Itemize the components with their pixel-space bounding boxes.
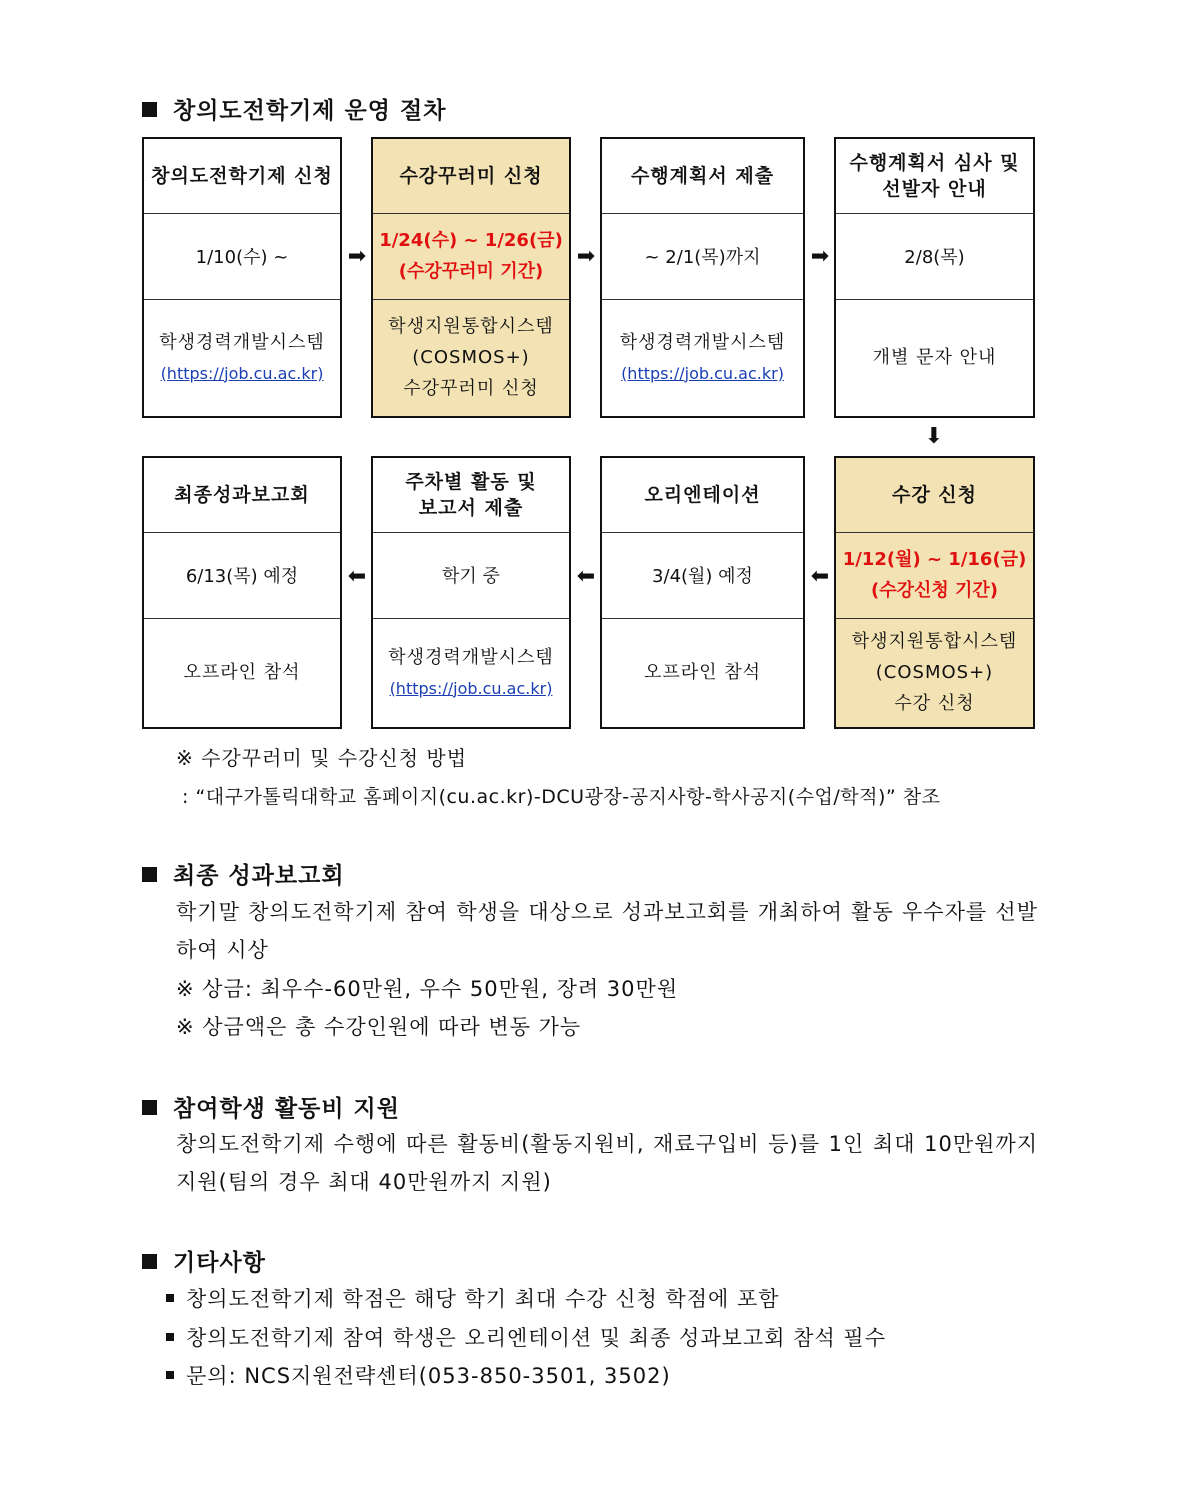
step-package-system: [373, 299, 569, 416]
step-review-head: [836, 139, 1033, 214]
section-title-text: 최종 성과보고회: [173, 863, 345, 889]
report-description: 학기말 창의도전학기제 참여 학생을 대상으로 성과보고회를 개최하여 활동 우수자를 선발하여 시상: [176, 900, 1038, 962]
etc-item-text: 창의도전학기제 학점은 해당 학기 최대 수강 신청 학점에 포함: [186, 1287, 780, 1311]
system-name: 학생경력개발시스템: [159, 331, 325, 353]
system-name: 학생지원통합시스템: [388, 316, 554, 337]
step-final-head: 최종성과보고회: [144, 458, 340, 533]
step-apply-system: [144, 299, 340, 416]
step-register-system: [836, 618, 1033, 727]
step-orientation-box: [600, 456, 805, 729]
step-orientation-system: 오프라인 참석: [643, 662, 762, 683]
step-apply-box: [142, 137, 342, 418]
step-register-head: 수강 신청: [836, 458, 1033, 533]
step-review-box: [834, 137, 1035, 418]
section-title-procedure: [142, 92, 446, 125]
arrow-right-icon: ➡: [347, 244, 367, 269]
step-final-box: [142, 456, 342, 729]
step-apply-date: 1/10(수) ~: [144, 213, 340, 300]
arrow-left-icon: ⬅: [810, 564, 830, 589]
step-weekly-system: [373, 618, 569, 727]
method-reference: : “대구가톨릭대학교 홈페이지(cu.ac.kr)-DCU광장-공지사항-학사공지(수업/학적)” 참조: [182, 786, 941, 808]
system-name: 학생경력개발시스템: [619, 331, 786, 353]
square-bullet-icon: [142, 1254, 157, 1269]
etc-item: [166, 1360, 671, 1390]
square-bullet-icon: [142, 1100, 157, 1115]
step-final-date: 6/13(목) 예정: [144, 532, 340, 619]
step-package-box: [371, 137, 571, 418]
register-period: 1/12(월) ~ 1/16(금): [842, 549, 1027, 570]
arrow-left-icon: ⬅: [347, 564, 367, 589]
section-title-text: 참여학생 활동비 지원: [173, 1096, 400, 1122]
step-weekly-head: [373, 458, 569, 533]
weekly-head-line1: 주차별 활동 및: [405, 471, 537, 493]
section-title-etc: [142, 1244, 266, 1277]
job-link[interactable]: (https://job.cu.ac.kr): [389, 678, 553, 698]
step-weekly-box: [371, 456, 571, 729]
job-link[interactable]: (https://job.cu.ac.kr): [160, 363, 324, 383]
package-period-label: (수강꾸러미 기간): [398, 261, 544, 282]
section-title-report: [142, 857, 345, 890]
step-register-box: [834, 456, 1035, 729]
arrow-right-icon: ➡: [576, 244, 596, 269]
bullet-icon: [166, 1371, 174, 1379]
report-prize: ※ 상금: 최우수-60만원, 우수 50만원, 장려 30만원: [176, 977, 679, 1001]
arrow-down-icon: ⬇: [924, 424, 944, 449]
step-register-date: [836, 532, 1033, 619]
bullet-icon: [166, 1294, 174, 1302]
etc-item-text: 문의: NCS지원전략센터(053-850-3501, 3502): [186, 1364, 671, 1388]
step-plan-date: ~ 2/1(목)까지: [602, 213, 803, 300]
system-name: 학생지원통합시스템: [851, 631, 1018, 652]
arrow-right-icon: ➡: [810, 244, 830, 269]
system-action: 수강 신청: [894, 693, 975, 714]
section-title-text: 기타사항: [173, 1250, 266, 1276]
report-prize-note: ※ 상금액은 총 수강인원에 따라 변동 가능: [176, 1015, 582, 1039]
step-package-date: [373, 213, 569, 300]
system-action: 수강꾸러미 신청: [403, 378, 539, 399]
step-review-date: 2/8(목): [836, 213, 1033, 300]
etc-item: [166, 1283, 780, 1313]
arrow-left-icon: ⬅: [576, 564, 596, 589]
square-bullet-icon: [142, 102, 157, 117]
step-final-system: 오프라인 참석: [183, 662, 301, 683]
step-package-head: 수강꾸러미 신청: [373, 139, 569, 214]
step-plan-head: 수행계획서 제출: [602, 139, 803, 214]
weekly-head-line2: 보고서 제출: [418, 497, 524, 519]
step-orientation-date: 3/4(월) 예정: [602, 532, 803, 619]
method-note: ※ 수강꾸러미 및 수강신청 방법: [176, 746, 468, 770]
register-period-label: (수강신청 기간): [870, 580, 999, 601]
review-head-line1: 수행계획서 심사 및: [849, 152, 1020, 174]
step-review-system: 개별 문자 안내: [872, 347, 997, 368]
etc-item: [166, 1322, 886, 1352]
system-code: (COSMOS+): [412, 347, 530, 368]
review-head-line2: 선발자 안내: [882, 178, 987, 200]
bullet-icon: [166, 1333, 174, 1341]
step-plan-system: [602, 299, 803, 416]
section-title-text: 창의도전학기제 운영 절차: [173, 98, 447, 124]
package-period: 1/24(수) ~ 1/26(금): [379, 230, 563, 251]
support-description: 창의도전학기제 수행에 따른 활동비(활동지원비, 재료구입비 등)를 1인 최대 10만원까지 지원(팀의 경우 최대 40만원까지 지원): [176, 1132, 1038, 1194]
step-orientation-head: 오리엔테이션: [602, 458, 803, 533]
job-link[interactable]: (https://job.cu.ac.kr): [621, 363, 784, 383]
step-apply-head: 창의도전학기제 신청: [144, 139, 340, 214]
step-plan-box: [600, 137, 805, 418]
section-title-support: [142, 1090, 400, 1123]
step-weekly-date: 학기 중: [373, 532, 569, 619]
system-name: 학생경력개발시스템: [388, 646, 554, 668]
system-code: (COSMOS+): [875, 662, 994, 683]
etc-item-text: 창의도전학기제 참여 학생은 오리엔테이션 및 최종 성과보고회 참석 필수: [186, 1326, 886, 1350]
square-bullet-icon: [142, 867, 157, 882]
